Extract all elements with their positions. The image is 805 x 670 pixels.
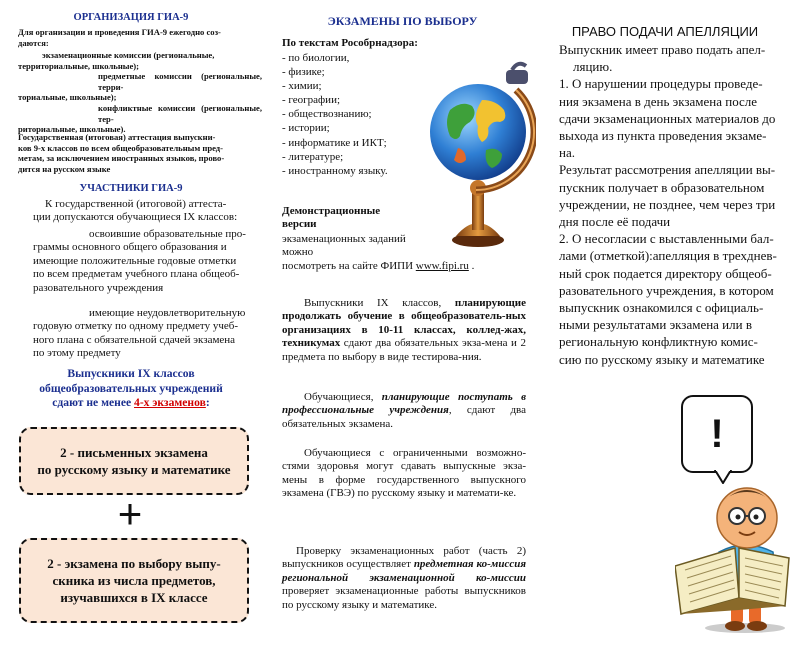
org-item: конфликтные комиссии (региональные, тер- риториальные, школьные). xyxy=(18,102,262,135)
subjects-list xyxy=(282,51,388,178)
fipi-link[interactable]: www.fipi.ru xyxy=(415,259,469,272)
participants-condition-a: освоившие образовательные про- граммы основного общего образования и имеющие положительные годовые отметки по всем предметам учебного плана общеоб- разовательного учреждения xyxy=(33,228,246,294)
participants-condition-b: имеющие неудовлетворительную годовую отметку по одному предмету учеб- ного плана с обязательной сдачей экзамена по этому предмету xyxy=(33,307,246,360)
paragraph-continue-study: Выпускники IX классов, планирующие продолжать обучение в общеобразователь-ных организациях в 10-11 классах, коллед-жах, техникумах сдают два обязательных экза-мена и 2 предмета по выбору в виде тестирова-ния. xyxy=(282,297,526,363)
list-item: - географии; xyxy=(282,94,341,107)
column-appeal xyxy=(545,0,803,670)
org-item: предметные комиссии (региональные, терри- ториальные, школьные); xyxy=(18,71,262,103)
written-exams-box: 2 - письменных экзамена по русскому языку и математике xyxy=(19,427,249,495)
boy-reading-illustration xyxy=(675,478,803,638)
list-item: - обществознанию; xyxy=(282,108,372,121)
appeal-title: ПРАВО ПОДАЧИ АПЕЛЛЯЦИИ xyxy=(571,24,759,39)
demo-text: экзаменационных заданий можно посмотреть на сайте ФИПИ www.fipi.ru . xyxy=(282,233,475,272)
paragraph-disabilities: Обучающиеся с ограниченными возможно-стями здоровья могут сдавать выпускные экза-мены в форме государственного выпускного экзамена (ГВЭ) по русскому языку и математи-ке. xyxy=(282,447,526,500)
column-elective-exams xyxy=(270,0,535,670)
participants-title: УЧАСТНИКИ ГИА-9 xyxy=(79,183,183,194)
column-gia-organization xyxy=(0,0,262,670)
org-title: ОРГАНИЗАЦИЯ ГИА-9 xyxy=(73,12,189,23)
exam-count-highlight: 4-х экзаменов xyxy=(134,396,206,409)
elective-exams-box: 2 - экзамена по выбору выпу- скника из числа предметов, изучавшихся в IX классе xyxy=(19,538,249,623)
participants-text: К государственной (итоговой) аттеста- ции допускаются обучающиеся IX классов: xyxy=(33,198,238,224)
list-item: - физике; xyxy=(282,66,325,79)
demo-head: Демонстрационные версии xyxy=(282,205,381,231)
paragraph-professional: Обучающиеся, планирующие поступать в профессиональные учреждения, сдают два обязательных экзамена. xyxy=(282,391,526,430)
exam-count-heading: Выпускники IX классов общеобразовательных учреждений сдают не менее 4-х экзаменов: xyxy=(39,367,223,409)
org-intro: Для организации и проведения ГИА-9 ежегодно соз- даются: xyxy=(18,27,221,48)
texts-head: По текстам Рособрнадзора: xyxy=(282,37,418,49)
globe-illustration xyxy=(416,40,536,250)
appeal-text: Выпускник имеет право подать апел- ляцию. 1. О нарушении процедуры проведе- ния экзамена в день экзамена после сдачи экзаменационных материалов до выхода из пункта проведения экзаме- на. Результат рассмотрения апелляции вы- пускник получает в образовательном учреждении, не позднее, чем через три дня после её подачи 2. О несогласии с выставленными бал- лами (отметкой):апелляция в трехднев- ный срок подается директору общеоб- разовательного учреждения, в котором выпускник ознакомился с официаль- ными результатами экзамена или в региональную конфликтную комис- сию по русскому языку и математике xyxy=(559,42,777,367)
plus-sign: + xyxy=(117,490,143,537)
org-note: Государственная (итоговая) аттестация выпускни- ков 9-х классов по всем общеобразовательным пред- метам, за исключением иностранных языков, прово- дится на русском языке xyxy=(18,132,225,174)
elective-title: ЭКЗАМЕНЫ ПО ВЫБОРУ xyxy=(327,14,478,28)
org-list xyxy=(18,50,262,135)
list-item: - иностранному языку. xyxy=(282,164,388,177)
list-item: - информатике и ИКТ; xyxy=(282,136,387,149)
list-item: - литературе; xyxy=(282,150,344,163)
list-item: - истории; xyxy=(282,122,330,135)
list-item: - химии; xyxy=(282,80,322,93)
org-item: экзаменационные комиссии (региональные, территориальные, школьные); xyxy=(18,50,215,71)
speech-bubble: ! xyxy=(681,395,753,473)
paragraph-checking: Проверку экзаменационных работ (часть 2) выпускников осуществляет предметная ко-миссия региональной экзаменационной ко-миссии проверяет экзаменационные работы выпускников по русскому языку и математике. xyxy=(282,545,526,611)
list-item: - по биологии, xyxy=(282,52,350,64)
